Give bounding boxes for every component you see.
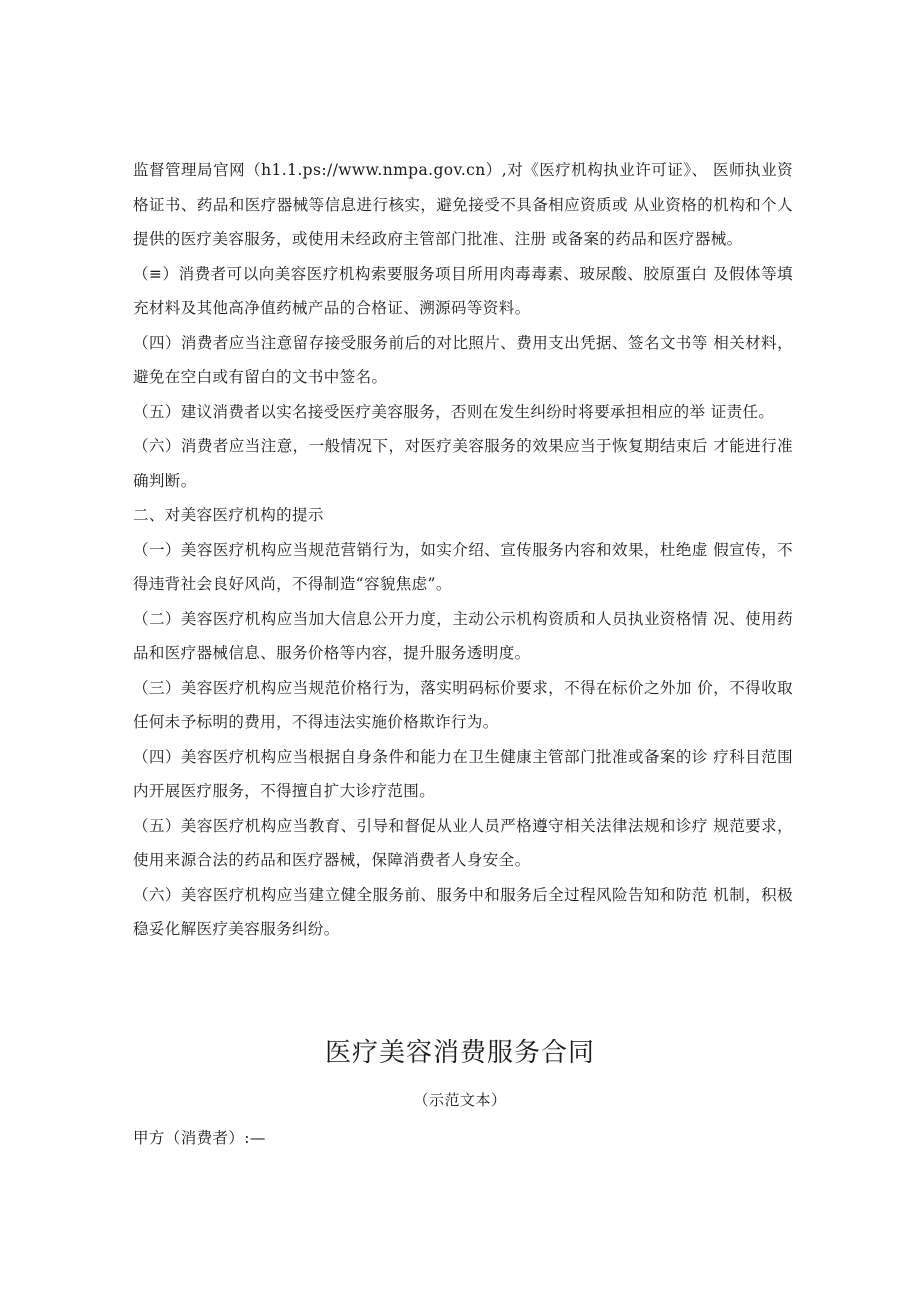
paragraph: （≡）消费者可以向美容医疗机构索要服务项目所用肉毒毒素、玻尿酸、胶原蛋白 及假体等填充材料及其他高净值药械产品的合格证、溯源码等资料。 bbox=[133, 264, 793, 317]
paragraph: （六）美容医疗机构应当建立健全服务前、服务中和服务后全过程风险告知和防范 机制，积极稳妥化解医疗美容服务纠纷。 bbox=[133, 885, 793, 938]
party-a-line: 甲方（消费者）:— bbox=[133, 1129, 266, 1147]
section-heading: 二、对美容医疗机构的提示 bbox=[133, 506, 324, 524]
paragraph: 监督管理局官网（h1.1.ps://www.nmpa.gov.cn）,对《医疗机构执业许可证》、 医师执业资格证书、药品和医疗器械等信息进行核实，避免接受不具备相应资质或 从业资格的机构和个人提供的医疗美容服务，或使用未经政府主管部门批准、注册 或备案的药品和医疗器械。 bbox=[133, 161, 793, 248]
contract-title: 医疗美容消费服务合同 bbox=[324, 1038, 595, 1068]
paragraph: （三）美容医疗机构应当规范价格行为，落实明码标价要求，不得在标价之外加 价，不得收取任何未予标明的费用，不得违法实施价格欺诈行为。 bbox=[133, 678, 793, 731]
paragraph: （六）消费者应当注意，一般情况下，对医疗美容服务的效果应当于恢复期结束后 才能进行准确判断。 bbox=[133, 437, 793, 490]
paragraph: （四）美容医疗机构应当根据自身条件和能力在卫生健康主管部门批准或备案的诊 疗科目范围内开展医疗服务，不得擅自扩大诊疗范围。 bbox=[133, 747, 793, 800]
paragraph: （五）美容医疗机构应当教育、引导和督促从业人员严格遵守相关法律法规和诊疗 规范要求，使用来源合法的药品和医疗器械，保障消费者人身安全。 bbox=[133, 816, 793, 869]
contract-subtitle: （示范文本） bbox=[413, 1091, 507, 1109]
paragraph: （四）消费者应当注意留存接受服务前后的对比照片、费用支出凭据、签名文书等 相关材料，避免在空白或有留白的文书中签名。 bbox=[133, 333, 793, 386]
paragraph: （一）美容医疗机构应当规范营销行为，如实介绍、宣传服务内容和效果，杜绝虚 假宣传，不得违背社会良好风尚，不得制造“容貌焦虑”。 bbox=[133, 540, 793, 593]
paragraph: （五）建议消费者以实名接受医疗美容服务，否则在发生纠纷时将要承担相应的举 证责任。 bbox=[133, 402, 775, 421]
body-text bbox=[133, 153, 793, 947]
paragraph: （二）美容医疗机构应当加大信息公开力度，主动公示机构资质和人员执业资格情 况、使用药品和医疗器械信息、服务价格等内容，提升服务透明度。 bbox=[133, 609, 793, 662]
